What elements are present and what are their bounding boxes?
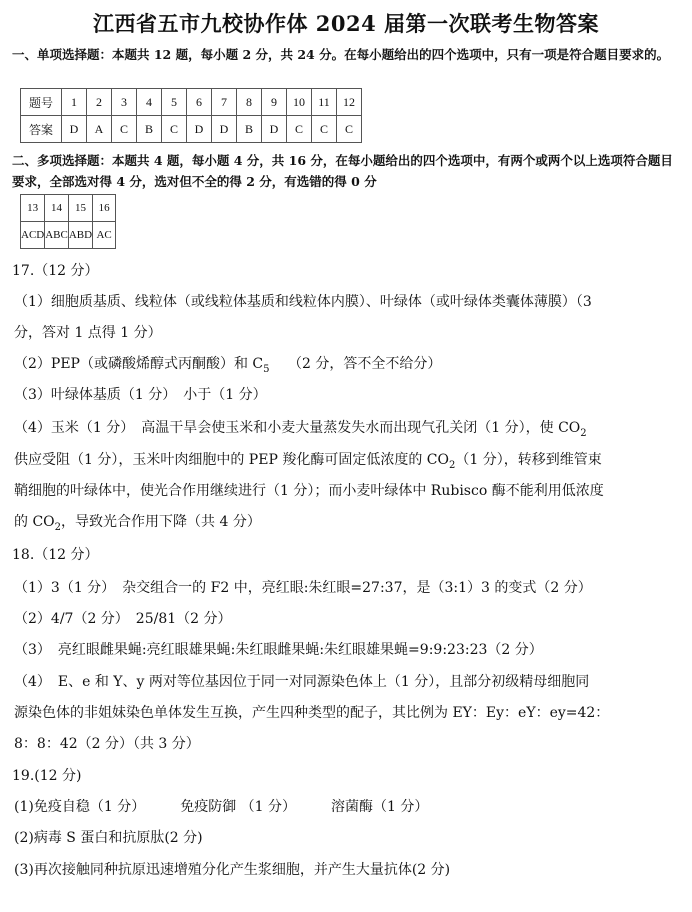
answer-cell: C bbox=[112, 116, 137, 143]
q19-part1: (1)免疫自稳（1 分） 免疫防御 （1 分） 溶菌酶（1 分） bbox=[14, 799, 429, 815]
q17-heading: 17.（12 分） bbox=[12, 263, 99, 279]
q17-part4-line3: 鞘细胞的叶绿体中，使光合作用继续进行（1 分）；而小麦叶绿体中 Rubisco 酶不能利用低浓度 bbox=[14, 483, 604, 499]
answer-cell: B bbox=[137, 116, 162, 143]
q18-part1: （1）3（1 分） 杂交组合一的 F2 中，亮红眼:朱红眼=27:37，是（3:1）3 的变式（2 分） bbox=[14, 580, 592, 596]
single-choice-answer-table bbox=[20, 88, 362, 143]
q-number: 4 bbox=[137, 89, 162, 116]
q-number: 1 bbox=[62, 89, 87, 116]
q18-part2: （2）4/7（2 分） 25/81（2 分） bbox=[14, 611, 232, 627]
q-number: 2 bbox=[87, 89, 112, 116]
q-number: 11 bbox=[312, 89, 337, 116]
q-number: 12 bbox=[337, 89, 362, 116]
q-number: 14 bbox=[45, 195, 69, 222]
answer-cell: C bbox=[287, 116, 312, 143]
q-number: 10 bbox=[287, 89, 312, 116]
answer-row bbox=[21, 116, 362, 143]
answer-cell: C bbox=[312, 116, 337, 143]
answer-cell: ACD bbox=[21, 222, 45, 249]
answer-row bbox=[21, 222, 116, 249]
subscript: 2 bbox=[580, 427, 587, 439]
q18-part3: （3） 亮红眼雌果蝇:亮红眼雄果蝇:朱红眼雌果蝇:朱红眼雄果蝇=9:9:23:23（2 分） bbox=[14, 642, 543, 658]
q19-part2: (2)病毒 S 蛋白和抗原肽(2 分) bbox=[14, 830, 203, 846]
answer-cell: ABC bbox=[45, 222, 69, 249]
question-number-row bbox=[21, 89, 362, 116]
question-number-row bbox=[21, 195, 116, 222]
q18-part4-line3: 8：8：42（2 分）（共 3 分） bbox=[14, 736, 200, 752]
answer-cell: D bbox=[187, 116, 212, 143]
subscript: 2 bbox=[54, 521, 62, 533]
q17-part4-line1 bbox=[14, 413, 674, 449]
q-number: 3 bbox=[112, 89, 137, 116]
q17-part1-line1: （1）细胞质基质、线粒体（或线粒体基质和线粒体内膜）、叶绿体（或叶绿体类囊体薄膜）（3 bbox=[14, 294, 592, 310]
q-number: 9 bbox=[262, 89, 287, 116]
q-number: 15 bbox=[68, 195, 92, 222]
answer-cell: AC bbox=[93, 222, 116, 249]
q18-heading: 18.（12 分） bbox=[12, 547, 99, 563]
q19-part3: (3)再次接触同种抗原迅速增殖分化产生浆细胞，并产生大量抗体(2 分) bbox=[14, 862, 451, 878]
answer-cell: C bbox=[337, 116, 362, 143]
q17-part2-note: （2 分，答不全不给分） bbox=[269, 356, 442, 372]
row-label-answer: 答案 bbox=[21, 116, 62, 143]
answer-cell: D bbox=[212, 116, 237, 143]
q17-part4-text: （4）玉米（1 分） 高温干旱会使玉米和小麦大量蒸发失水而出现气孔关闭（1 分），使 CO bbox=[14, 420, 581, 436]
q17-part4-text: （1 分），转移到维管束 bbox=[455, 452, 602, 468]
q-number: 6 bbox=[187, 89, 212, 116]
q-number: 16 bbox=[93, 195, 116, 222]
row-label-question: 题号 bbox=[21, 89, 62, 116]
answer-cell: A bbox=[87, 116, 112, 143]
section2-heading: 二、多项选择题：本题共 4 题，每小题 4 分，共 16 分，在每小题给出的四个选项中，有两个或两个以上选项符合题目要求，全部选对得 4 分，选对但不全的得 2 分，有选错的得 0 分 bbox=[12, 153, 673, 189]
q-number: 8 bbox=[237, 89, 262, 116]
subscript: 5 bbox=[263, 363, 270, 375]
q-number: 13 bbox=[21, 195, 45, 222]
multiple-choice-answer-table bbox=[20, 194, 116, 249]
answer-cell: ABD bbox=[68, 222, 92, 249]
subscript: 2 bbox=[448, 459, 456, 471]
answer-cell: C bbox=[162, 116, 187, 143]
page-title: 江西省五市九校协作体 2024 届第一次联考生物答案 bbox=[92, 11, 600, 36]
answer-cell: D bbox=[262, 116, 287, 143]
q18-part4-line2: 源染色体的非姐妹染色单体发生互换，产生四种类型的配子，其比例为 EY：Ey：eY：ey=42： bbox=[14, 705, 610, 721]
q17-part2-text: （2）PEP（或磷酸烯醇式丙酮酸）和 C bbox=[14, 356, 264, 372]
q17-part4-line4 bbox=[14, 507, 674, 543]
q17-part4-text: 的 CO bbox=[14, 514, 55, 530]
q-number: 5 bbox=[162, 89, 187, 116]
answer-cell: D bbox=[62, 116, 87, 143]
q19-heading: 19.(12 分) bbox=[12, 768, 82, 784]
q17-part4-text: ，导致光合作用下降（共 4 分） bbox=[61, 514, 261, 530]
q17-part1-line2: 分，答对 1 点得 1 分） bbox=[14, 325, 162, 341]
section1-heading: 一、单项选择题：本题共 12 题，每小题 2 分，共 24 分。在每小题给出的四个选项中，只有一项是符合题目要求的。 bbox=[12, 47, 670, 62]
q17-part4-text: 供应受阻（1 分），玉米叶肉细胞中的 PEP 羧化酶可固定低浓度的 CO bbox=[14, 452, 449, 468]
answer-cell: B bbox=[237, 116, 262, 143]
q-number: 7 bbox=[212, 89, 237, 116]
q17-part3: （3）叶绿体基质（1 分） 小于（1 分） bbox=[14, 387, 267, 403]
q18-part4-line1: （4） E、e 和 Y、y 两对等位基因位于同一对同源染色体上（1 分），且部分初级精母细胞同 bbox=[14, 674, 590, 690]
